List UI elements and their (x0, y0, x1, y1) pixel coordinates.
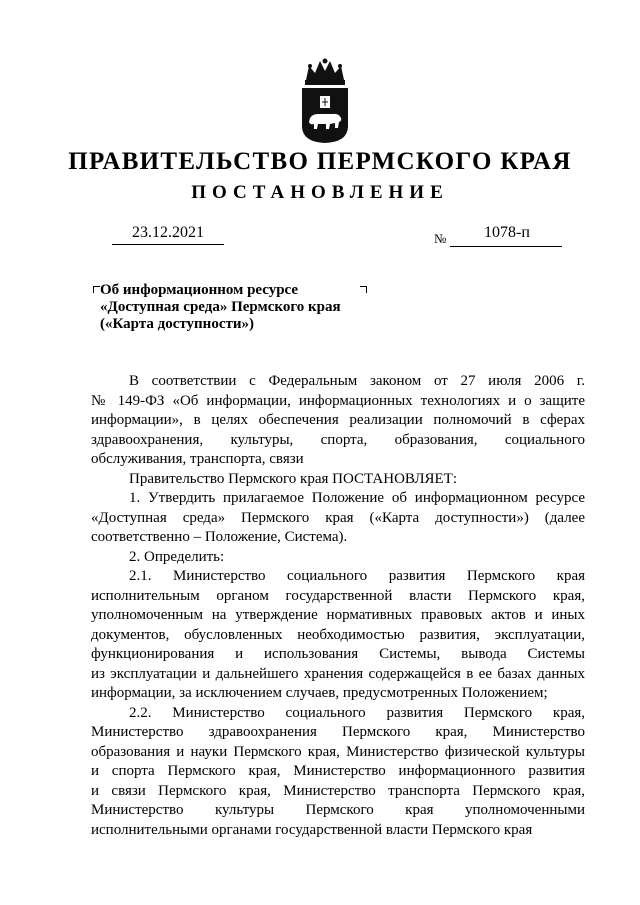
paragraph-line: информации, за исключением случаев, предусмотренных Положением; (91, 685, 548, 701)
number-sign: № (434, 231, 447, 246)
paragraph-line: Правительство Пермского края ПОСТАНОВЛЯЕТ: (129, 470, 458, 487)
paragraph-line: информации», в целях обеспечения реализации полномочий в сферах (91, 412, 585, 428)
body-paragraph (91, 489, 585, 548)
paragraph-line: 2.1. Министерство социального развития Пермского края (129, 568, 585, 584)
document-subject (100, 282, 360, 333)
paragraph-line: из эксплуатации и дальнейшего хранения содержащейся в ее базах данных (91, 665, 585, 682)
document-date-field (112, 224, 224, 245)
subject-line: Об информационном ресурсе (100, 282, 299, 298)
paragraph-line: и спорта Пермского края, Министерство информационного развития (91, 763, 585, 779)
paragraph-line: уполномоченным на утверждение нормативных правовых актов и иных (91, 607, 585, 623)
paragraph-line: обслуживания, транспорта, связи (91, 451, 304, 467)
paragraph-line: «Доступная среда» Пермского края («Карта доступности») (далее (91, 509, 585, 526)
body-paragraph (91, 567, 585, 704)
paragraph-line: Министерство культуры Пермского края уполномоченными (91, 802, 585, 818)
paragraph-line: 2. Определить: (129, 548, 225, 565)
date-underline (112, 244, 224, 245)
paragraph-line: функционирования и использования Системы, вывода Системы (91, 646, 585, 662)
paragraph-line: № 149-ФЗ «Об информации, информационных технологиях и о защите (91, 392, 585, 409)
paragraph-line: исполнительным органом государственной власти Пермского края, (91, 587, 585, 604)
document-body (91, 372, 585, 840)
paragraph-line: документов, обусловленных необходимостью развития, эксплуатации, (91, 626, 585, 643)
subject-corner-right (360, 286, 367, 293)
paragraph-line: 1. Утвердить прилагаемое Положение об информационном ресурсе (129, 490, 585, 506)
paragraph-line: здравоохранения, культуры, спорта, образования, социального (91, 431, 585, 448)
body-paragraph (91, 704, 585, 841)
body-paragraph (91, 548, 585, 568)
paragraph-line: 2.2. Министерство социального развития Пермского края, (129, 704, 585, 721)
body-paragraph (91, 372, 585, 470)
document-number: 1078-п (484, 224, 530, 241)
paragraph-line: исполнительными органами государственной власти Пермского края (91, 821, 533, 838)
body-paragraph (91, 470, 585, 490)
paragraph-line: и связи Пермского края, Министерство транспорта Пермского края, (91, 782, 585, 799)
number-underline (450, 246, 562, 247)
paragraph-line: Министерство здравоохранения Пермского края, Министерство (91, 724, 585, 740)
subject-line: («Карта доступности») (100, 316, 254, 332)
subject-corner-left (93, 286, 100, 293)
paragraph-line: образования и науки Пермского края, Министерство физической культуры (91, 743, 585, 760)
paragraph-line: В соответствии с Федеральным законом от 27 июля 2006 г. (129, 373, 585, 389)
perm-krai-coat-of-arms-icon (296, 58, 354, 144)
paragraph-line: соответственно – Положение, Система). (91, 529, 348, 545)
government-title: ПРАВИТЕЛЬСТВО ПЕРМСКОГО КРАЯ (68, 148, 572, 175)
document-type-title: ПОСТАНОВЛЕНИЕ (191, 182, 449, 203)
document-date: 23.12.2021 (132, 224, 204, 241)
subject-line: «Доступная среда» Пермского края (100, 299, 341, 315)
